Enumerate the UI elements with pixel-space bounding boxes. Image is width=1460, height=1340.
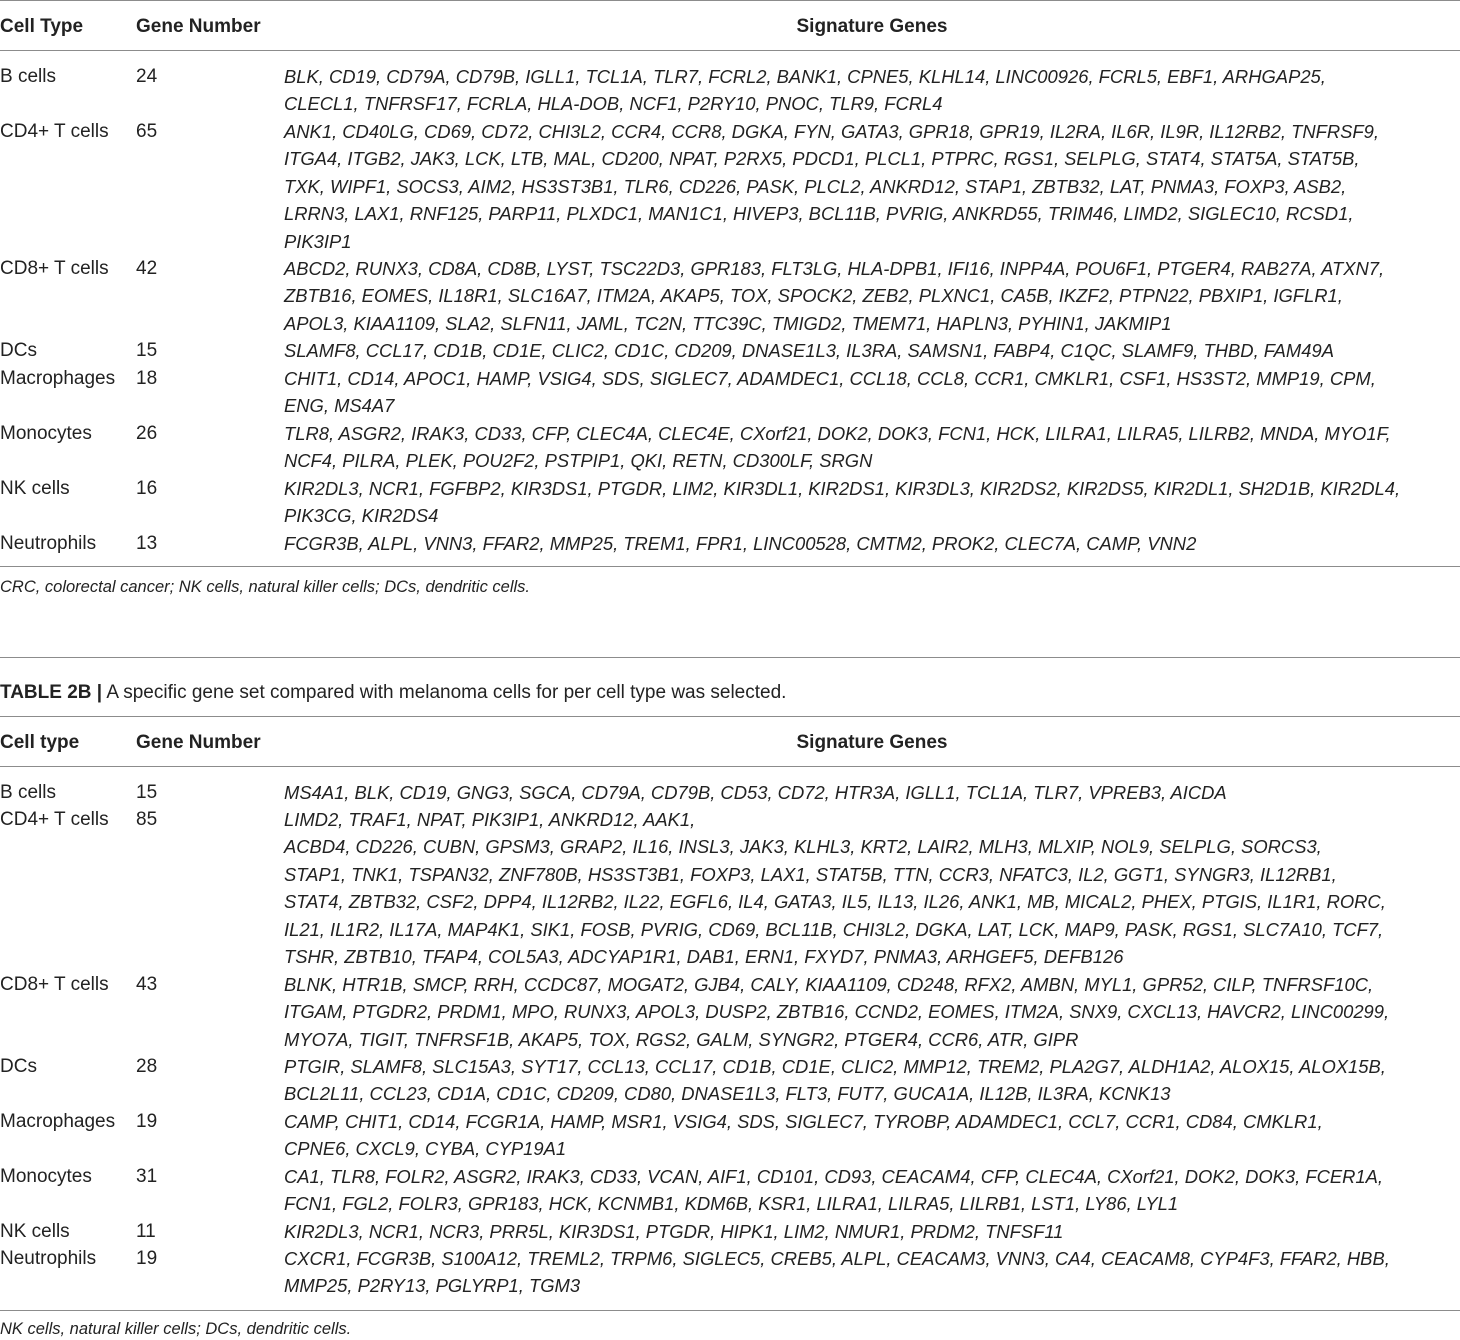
table-b-bottom-rule bbox=[0, 1310, 1460, 1311]
table-a-row-gene-number: 15 bbox=[136, 340, 158, 361]
table-b-row-genes: CAMP, CHIT1, CD14, FCGR1A, HAMP, MSR1, VSIG4, SDS, SIGLEC7, TYROBP, ADAMDEC1, CCL7, CCR1, CD84, CMKLR1, CPNE6, CXCL9, CYBA, CYP19A1 bbox=[284, 1111, 1323, 1160]
table-b-row-gene-number: 85 bbox=[136, 809, 158, 830]
table-a-row-cell-type: CD8+ T cells bbox=[0, 258, 109, 279]
table-b-caption-text: A specific gene set compared with melanoma cells for per cell type was selected. bbox=[106, 682, 787, 703]
table-a-top-rule bbox=[0, 0, 1460, 1]
table-b-header-cell-type: Cell type bbox=[0, 732, 80, 753]
table-b-row-genes: MS4A1, BLK, CD19, GNG3, SGCA, CD79A, CD79B, CD53, CD72, HTR3A, IGLL1, TCL1A, TLR7, VPREB3, AICDA bbox=[284, 782, 1227, 803]
table-b-row-genes: LIMD2, TRAF1, NPAT, PIK3IP1, ANKRD12, AAK1, ACBD4, CD226, CUBN, GPSM3, GRAP2, IL16, INSL3, JAK3, KLHL3, KRT2, LAIR2, MLH3, MLXIP, NOL9, SELPLG, SORCS3, STAP1, TNK1, TSPAN32, ZNF780B, HS3ST3B1, FOXP3, LAX1, STAT5B, TTN, CCR3, NFATC3, IL2, GGT1, SYNGR3, IL12RB1, STAT4, ZBTB32, CSF2, DPP4, IL12RB2, IL22, EGFL6, IL4, GATA3, IL5, IL13, IL26, ANK1, MB, MICAL2, PHEX, PTGIS, IL1R1, RORC, IL21, IL1R2, IL17A, MAP4K1, SIK1, FOSB, PVRIG, CD69, BCL11B, CHI3L2, DGKA, LAT, LCK, MAP9, PASK, RGS1, SLC7A10, TCF7, TSHR, ZBTB10, TFAP4, COL5A3, ADCYAP1R1, DAB1, ERN1, FXYD7, PNMA3, ARHGEF5, DEFB126 bbox=[284, 809, 1386, 968]
table-a-header-rule bbox=[0, 50, 1460, 51]
table-a-row-cell-type: Neutrophils bbox=[0, 533, 97, 554]
table-b-row-genes: PTGIR, SLAMF8, SLC15A3, SYT17, CCL13, CCL17, CD1B, CD1E, CLIC2, MMP12, TREM2, PLA2G7, ALDH1A2, ALOX15, ALOX15B, BCL2L11, CCL23, CD1A, CD1C, CD209, CD80, DNASE1L3, FLT3, FUT7, GUCA1A, IL12B, IL3RA, KCNK13 bbox=[284, 1056, 1386, 1105]
table-a-row-genes: FCGR3B, ALPL, VNN3, FFAR2, MMP25, TREM1, FPR1, LINC00528, CMTM2, PROK2, CLEC7A, CAMP, VNN2 bbox=[284, 533, 1197, 554]
table-b-row-cell-type: CD4+ T cells bbox=[0, 809, 109, 830]
table-b-row-cell-type: NK cells bbox=[0, 1221, 70, 1242]
table-a-header-signature-genes: Signature Genes bbox=[796, 16, 948, 37]
table-b-row-genes: KIR2DL3, NCR1, NCR3, PRR5L, KIR3DS1, PTGDR, HIPK1, LIM2, NMUR1, PRDM2, TNFSF11 bbox=[284, 1221, 1064, 1242]
table-b-row-gene-number: 15 bbox=[136, 782, 158, 803]
table-b-footnote: NK cells, natural killer cells; DCs, dendritic cells. bbox=[0, 1320, 352, 1338]
table-b-row-cell-type: CD8+ T cells bbox=[0, 974, 109, 995]
table-b-top-rule bbox=[0, 657, 1460, 658]
table-a-row-gene-number: 13 bbox=[136, 533, 158, 554]
table-a-row-cell-type: CD4+ T cells bbox=[0, 121, 109, 142]
table-a-row-genes: CHIT1, CD14, APOC1, HAMP, VSIG4, SDS, SIGLEC7, ADAMDEC1, CCL18, CCL8, CCR1, CMKLR1, CSF1, HS3ST2, MMP19, CPM, ENG, MS4A7 bbox=[284, 368, 1376, 417]
table-b-row-genes: BLNK, HTR1B, SMCP, RRH, CCDC87, MOGAT2, GJB4, CALY, KIAA1109, CD248, RFX2, AMBN, MYL1, GPR52, CILP, TNFRSF10C, ITGAM, PTGDR2, PRDM1, MPO, RUNX3, APOL3, DUSP2, ZBTB16, CCND2, EOMES, ITM2A, SNX9, CXCL13, HAVCR2, LINC00299, MYO7A, TIGIT, TNFRSF1B, AKAP5, TOX, RGS2, GALM, SYNGR2, PTGER4, CCR6, ATR, GIPR bbox=[284, 974, 1390, 1050]
table-b-row-cell-type: DCs bbox=[0, 1056, 37, 1077]
table-a-row-genes: TLR8, ASGR2, IRAK3, CD33, CFP, CLEC4A, CLEC4E, CXorf21, DOK2, DOK3, FCN1, HCK, LILRA1, LILRA5, LILRB2, MNDA, MYO1F, NCF4, PILRA, PLEK, POU2F2, PSTPIP1, QKI, RETN, CD300LF, SRGN bbox=[284, 423, 1391, 472]
table-b-row-gene-number: 28 bbox=[136, 1056, 158, 1077]
table-b-caption-separator: | bbox=[96, 682, 103, 703]
table-b-caption bbox=[0, 679, 786, 706]
table-a-row-cell-type: NK cells bbox=[0, 478, 70, 499]
table-a-header-gene-number: Gene Number bbox=[136, 16, 261, 37]
table-a-row-gene-number: 26 bbox=[136, 423, 158, 444]
table-a-row-genes: ANK1, CD40LG, CD69, CD72, CHI3L2, CCR4, CCR8, DGKA, FYN, GATA3, GPR18, GPR19, IL2RA, IL6R, IL9R, IL12RB2, TNFRSF9, ITGA4, ITGB2, JAK3, LCK, LTB, MAL, CD200, NPAT, P2RX5, PDCD1, PLCL1, PTPRC, RGS1, SELPLG, STAT4, STAT5A, STAT5B, TXK, WIPF1, SOCS3, AIM2, HS3ST3B1, TLR6, CD226, PASK, PLCL2, ANKRD12, STAP1, ZBTB32, LAT, PNMA3, FOXP3, ASB2, LRRN3, LAX1, RNF125, PARP11, PLXDC1, MAN1C1, HIVEP3, BCL11B, PVRIG, ANKRD55, TRIM46, LIMD2, SIGLEC10, RCSD1, PIK3IP1 bbox=[284, 121, 1379, 252]
table-b-row-gene-number: 11 bbox=[136, 1221, 156, 1242]
table-b-header-rule bbox=[0, 766, 1460, 767]
table-a-row-cell-type: DCs bbox=[0, 340, 37, 361]
table-b-header-signature-genes: Signature Genes bbox=[796, 732, 948, 753]
table-a-row-gene-number: 42 bbox=[136, 258, 158, 279]
table-a-row-genes: SLAMF8, CCL17, CD1B, CD1E, CLIC2, CD1C, CD209, DNASE1L3, IL3RA, SAMSN1, FABP4, C1QC, SLAMF9, THBD, FAM49A bbox=[284, 340, 1334, 361]
table-a-row-cell-type: B cells bbox=[0, 66, 56, 87]
table-b-header-gene-number: Gene Number bbox=[136, 732, 261, 753]
table-b-row-genes: CA1, TLR8, FOLR2, ASGR2, IRAK3, CD33, VCAN, AIF1, CD101, CD93, CEACAM4, CFP, CLEC4A, CXorf21, DOK2, DOK3, FCER1A, FCN1, FGL2, FOLR3, GPR183, HCK, KCNMB1, KDM6B, KSR1, LILRA1, LILRA5, LILRB1, LST1, LY86, LYL1 bbox=[284, 1166, 1384, 1215]
table-b-header-top-rule bbox=[0, 716, 1460, 717]
table-a-row-cell-type: Monocytes bbox=[0, 423, 92, 444]
table-b-row-cell-type: Monocytes bbox=[0, 1166, 92, 1187]
table-b-row-cell-type: Macrophages bbox=[0, 1111, 116, 1132]
table-a-row-gene-number: 16 bbox=[136, 478, 158, 499]
table-b-row-gene-number: 19 bbox=[136, 1111, 158, 1132]
table-b-caption-label: TABLE 2B bbox=[0, 682, 92, 703]
table-a-row-genes: BLK, CD19, CD79A, CD79B, IGLL1, TCL1A, TLR7, FCRL2, BANK1, CPNE5, KLHL14, LINC00926, FCRL5, EBF1, ARHGAP25, CLECL1, TNFRSF17, FCRLA, HLA-DOB, NCF1, P2RY10, PNOC, TLR9, FCRL4 bbox=[284, 66, 1326, 115]
table-b-row-gene-number: 43 bbox=[136, 974, 158, 995]
table-a-row-gene-number: 24 bbox=[136, 66, 158, 87]
table-a-row-genes: ABCD2, RUNX3, CD8A, CD8B, LYST, TSC22D3, GPR183, FLT3LG, HLA-DPB1, IFI16, INPP4A, POU6F1, PTGER4, RAB27A, ATXN7, ZBTB16, EOMES, IL18R1, SLC16A7, ITM2A, AKAP5, TOX, SPOCK2, ZEB2, PLXNC1, CA5B, IKZF2, PTPN22, PBXIP1, IGFLR1, APOL3, KIAA1109, SLA2, SLFN11, JAML, TC2N, TTC39C, TMIGD2, TMEM71, HAPLN3, PYHIN1, JAKMIP1 bbox=[284, 258, 1385, 334]
table-a-row-genes: KIR2DL3, NCR1, FGFBP2, KIR3DS1, PTGDR, LIM2, KIR3DL1, KIR2DS1, KIR3DL3, KIR2DS2, KIR2DS5, KIR2DL1, SH2D1B, KIR2DL4, PIK3CG, KIR2DS4 bbox=[284, 478, 1401, 527]
table-b-row-gene-number: 31 bbox=[136, 1166, 158, 1187]
table-a-row-gene-number: 18 bbox=[136, 368, 158, 389]
table-a-bottom-rule bbox=[0, 566, 1460, 567]
table-a-row-cell-type: Macrophages bbox=[0, 368, 116, 389]
table-a-footnote: CRC, colorectal cancer; NK cells, natural killer cells; DCs, dendritic cells. bbox=[0, 578, 530, 596]
table-a-row-gene-number: 65 bbox=[136, 121, 158, 142]
table-b-row-genes: CXCR1, FCGR3B, S100A12, TREML2, TRPM6, SIGLEC5, CREB5, ALPL, CEACAM3, VNN3, CA4, CEACAM8, CYP4F3, FFAR2, HBB, MMP25, P2RY13, PGLYRP1, TGM3 bbox=[284, 1248, 1390, 1297]
table-b-row-cell-type: Neutrophils bbox=[0, 1248, 97, 1269]
table-b-row-cell-type: B cells bbox=[0, 782, 56, 803]
table-a-header-cell-type: Cell Type bbox=[0, 16, 84, 37]
table-b-row-gene-number: 19 bbox=[136, 1248, 158, 1269]
